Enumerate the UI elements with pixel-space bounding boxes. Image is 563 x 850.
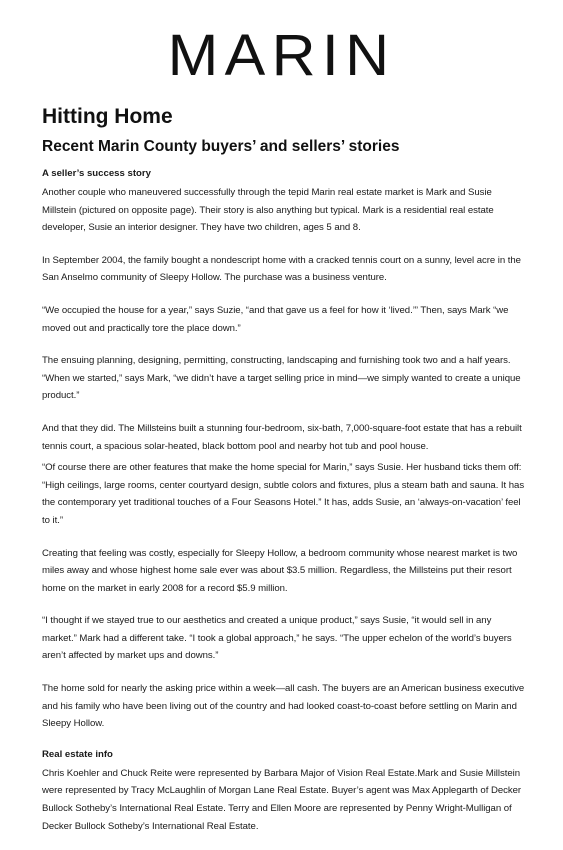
paragraph: The home sold for nearly the asking price within a week—all cash. The buyers are an American business executive and his family who have been living out of the country and had looked coast-to-coast before settling on Marin and Sleepy Hollow. [42, 683, 525, 730]
paragraph: The ensuing planning, designing, permitting, constructing, landscaping and furnishing took two and a half years. “When we started,” says Mark, “we didn’t have a target selling price in mind—we simply wanted to create a unique product.” [42, 355, 521, 402]
paragraph: “We occupied the house for a year,” says Suzie, “and that gave us a feel for how it ‘lived.’” Then, says Mark “we moved out and practically tore the place down.” [42, 304, 509, 334]
paragraph: In September 2004, the family bought a nondescript home with a cracked tennis court on a sunny, level acre in the San Anselmo community of Sleepy Hollow. The purchase was a business venture. [42, 254, 521, 284]
section-heading-real-estate-info: Real estate info [42, 748, 113, 760]
paragraph: Chris Koehler and Chuck Reite were represented by Barbara Major of Vision Real Estate.Mark and Susie Millstein were represented by Tracy McLaughlin of Morgan Lane Real Estate. Buyer’s agent was Max Applegarth of Decker Bullock Sotheby’s International Real Estate. Terry and Ellen Moore are represented by Penny Wright-Mulligan of Decker Bullock Sotheby’s International Real Estate. [42, 767, 522, 832]
masthead-logo: MARIN [167, 23, 396, 88]
paragraph: “I thought if we stayed true to our aesthetics and created a unique product,” says Susie, “it would sell in any market.” Mark had a different take. “I took a global approach,” he says. “The upper echelon of the world’s buyers aren’t affected by market ups and downs.” [42, 615, 512, 662]
paragraph: Another couple who maneuvered successfully through the tepid Marin real estate market is Mark and Susie Millstein (pictured on opposite page). Their story is also anything but typical. Mark is a residential real estate developer, Susie an interior designer. They have two children, ages 5 and 8. [42, 187, 494, 234]
article-subtitle: Recent Marin County buyers’ and sellers’ stories [42, 138, 400, 155]
section-heading-seller-story: A seller’s success story [42, 168, 151, 179]
article-title: Hitting Home [42, 105, 173, 128]
paragraph: And that they did. The Millsteins built a stunning four-bedroom, six-bath, 7,000-square-foot estate that has a rebuilt tennis court, a spacious solar-heated, black bottom pool and nearby hot tub and pool house. [42, 422, 522, 452]
paragraph: Creating that feeling was costly, especially for Sleepy Hollow, a bedroom community whose nearest market is two miles away and whose highest home sale ever was about $3.5 million. Regardless, the Millsteins put their resort home on the market in early 2008 for a record $5.9 million. [42, 547, 518, 594]
article-body [42, 167, 525, 850]
paragraph: “Of course there are other features that make the home special for Marin,” says Susie. Her husband ticks them off: “High ceilings, large rooms, center courtyard design, subtle colors and fixtures, plus a steam bath and sauna. It has the contemporary yet traditional touches of a Four Seasons Hotel.” It has, adds Susie, an ‘always-on-vacation’ feel to it.” [42, 462, 525, 526]
